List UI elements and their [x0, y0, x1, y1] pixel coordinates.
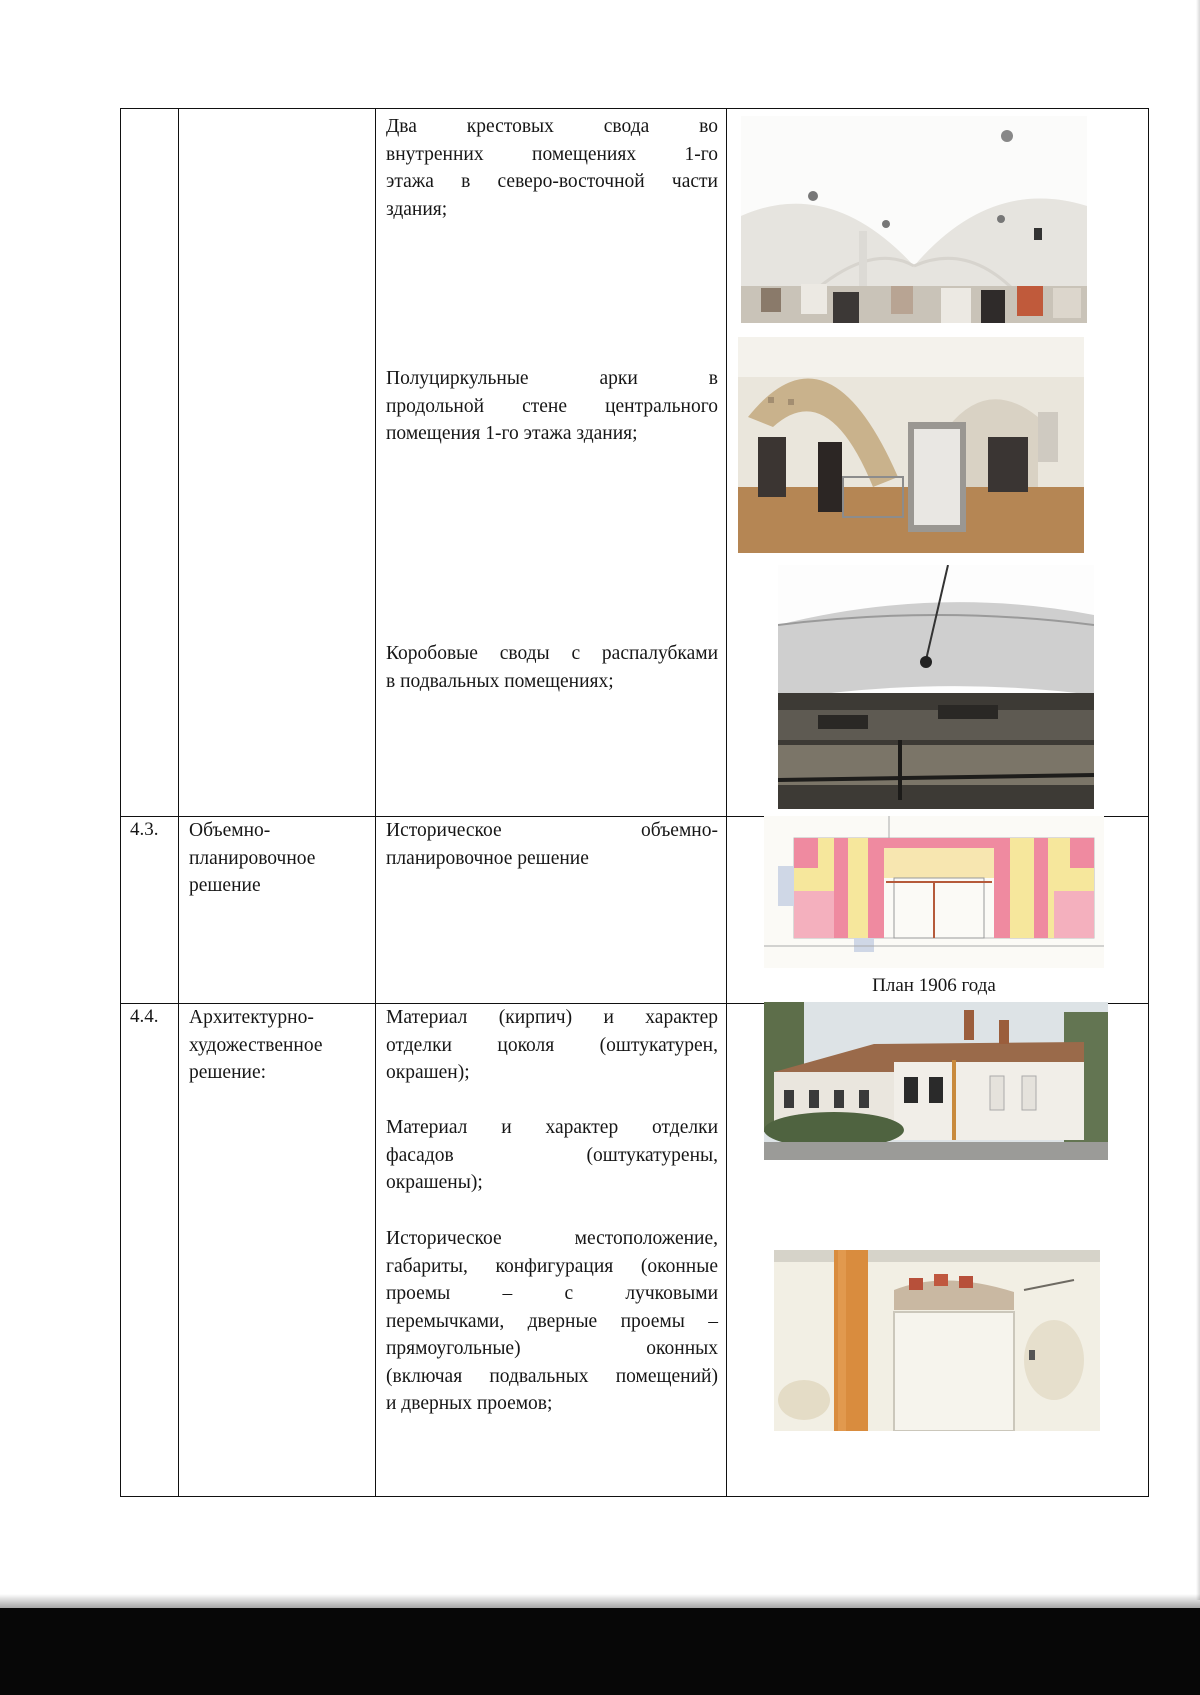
- text-line: этажа в северо-восточной части: [386, 171, 718, 192]
- scan-bottom-shadow: [0, 1608, 1200, 1695]
- text-line: перемычками, дверные проемы –: [386, 1310, 718, 1332]
- table-column-divider: [726, 108, 727, 1497]
- text-line: окрашены);: [386, 1172, 483, 1193]
- text-line: прямоугольные) оконных: [386, 1338, 718, 1359]
- text-line: художественное: [189, 1034, 323, 1056]
- text-line: здания;: [386, 198, 448, 220]
- text-line: Историческое объемно-: [386, 820, 718, 841]
- text-line: отделки цоколя (оштукатурен,: [386, 1034, 718, 1056]
- facade-window-detail-photo: [774, 1250, 1100, 1431]
- vaulted-ceiling-interior-photo: [741, 116, 1087, 323]
- building-exterior-photo: [764, 1002, 1108, 1160]
- text-line: Объемно-: [189, 820, 271, 841]
- description-text: [386, 1225, 718, 1418]
- text-line: помещения 1-го этажа здания;: [386, 423, 638, 444]
- text-line: в подвальных помещениях;: [386, 670, 614, 692]
- text-line: решение: [189, 875, 261, 896]
- description-text: [386, 365, 718, 448]
- table-border-left: [120, 108, 121, 1497]
- text-line: габариты, конфигурация (оконные: [386, 1255, 718, 1277]
- text-line: Материал (кирпич) и характер: [386, 1007, 718, 1028]
- text-line: внутренних помещениях 1-го: [386, 143, 718, 165]
- basement-vault-photo: [778, 565, 1094, 809]
- table-border-top: [120, 108, 1149, 109]
- table-border-right: [1148, 108, 1149, 1497]
- table-column-divider: [178, 108, 179, 1497]
- text-line: Два крестовых свода во: [386, 116, 718, 137]
- text-line: Коробовые своды с распалубками: [386, 643, 718, 664]
- text-line: Материал и характер отделки: [386, 1117, 718, 1138]
- table-border-bottom: [120, 1496, 1149, 1497]
- text-line: Историческое местоположение,: [386, 1228, 718, 1249]
- text-line: планировочное решение: [386, 847, 589, 869]
- description-text: [386, 1004, 718, 1087]
- page-edge-shadow: [1196, 0, 1200, 1600]
- row-name: [189, 1004, 357, 1087]
- description-text: [386, 640, 718, 695]
- plan-caption: План 1906 года: [872, 975, 996, 996]
- museum-hall-arches-photo: [738, 337, 1084, 553]
- text-line: окрашен);: [386, 1062, 470, 1083]
- row-name: [189, 817, 357, 900]
- text-line: (включая подвальных помещений): [386, 1365, 718, 1387]
- text-line: Архитектурно-: [189, 1007, 314, 1028]
- text-line: решение:: [189, 1062, 267, 1083]
- text-line: проемы – с лучковыми: [386, 1283, 718, 1304]
- floor-plan-drawing: [764, 816, 1104, 968]
- description-text: [386, 817, 718, 872]
- text-line: Полуциркульные арки в: [386, 368, 718, 389]
- text-line: планировочное: [189, 847, 316, 869]
- text-line: фасадов (оштукатурены,: [386, 1144, 718, 1166]
- description-text: [386, 1114, 718, 1197]
- protection-subject-table: [120, 108, 1149, 1498]
- table-column-divider: [375, 108, 376, 1497]
- row-number: 4.3.: [130, 819, 159, 840]
- text-line: и дверных проемов;: [386, 1393, 553, 1414]
- description-text: [386, 113, 718, 223]
- row-number: 4.4.: [130, 1006, 159, 1027]
- text-line: продольной стене центрального: [386, 395, 718, 417]
